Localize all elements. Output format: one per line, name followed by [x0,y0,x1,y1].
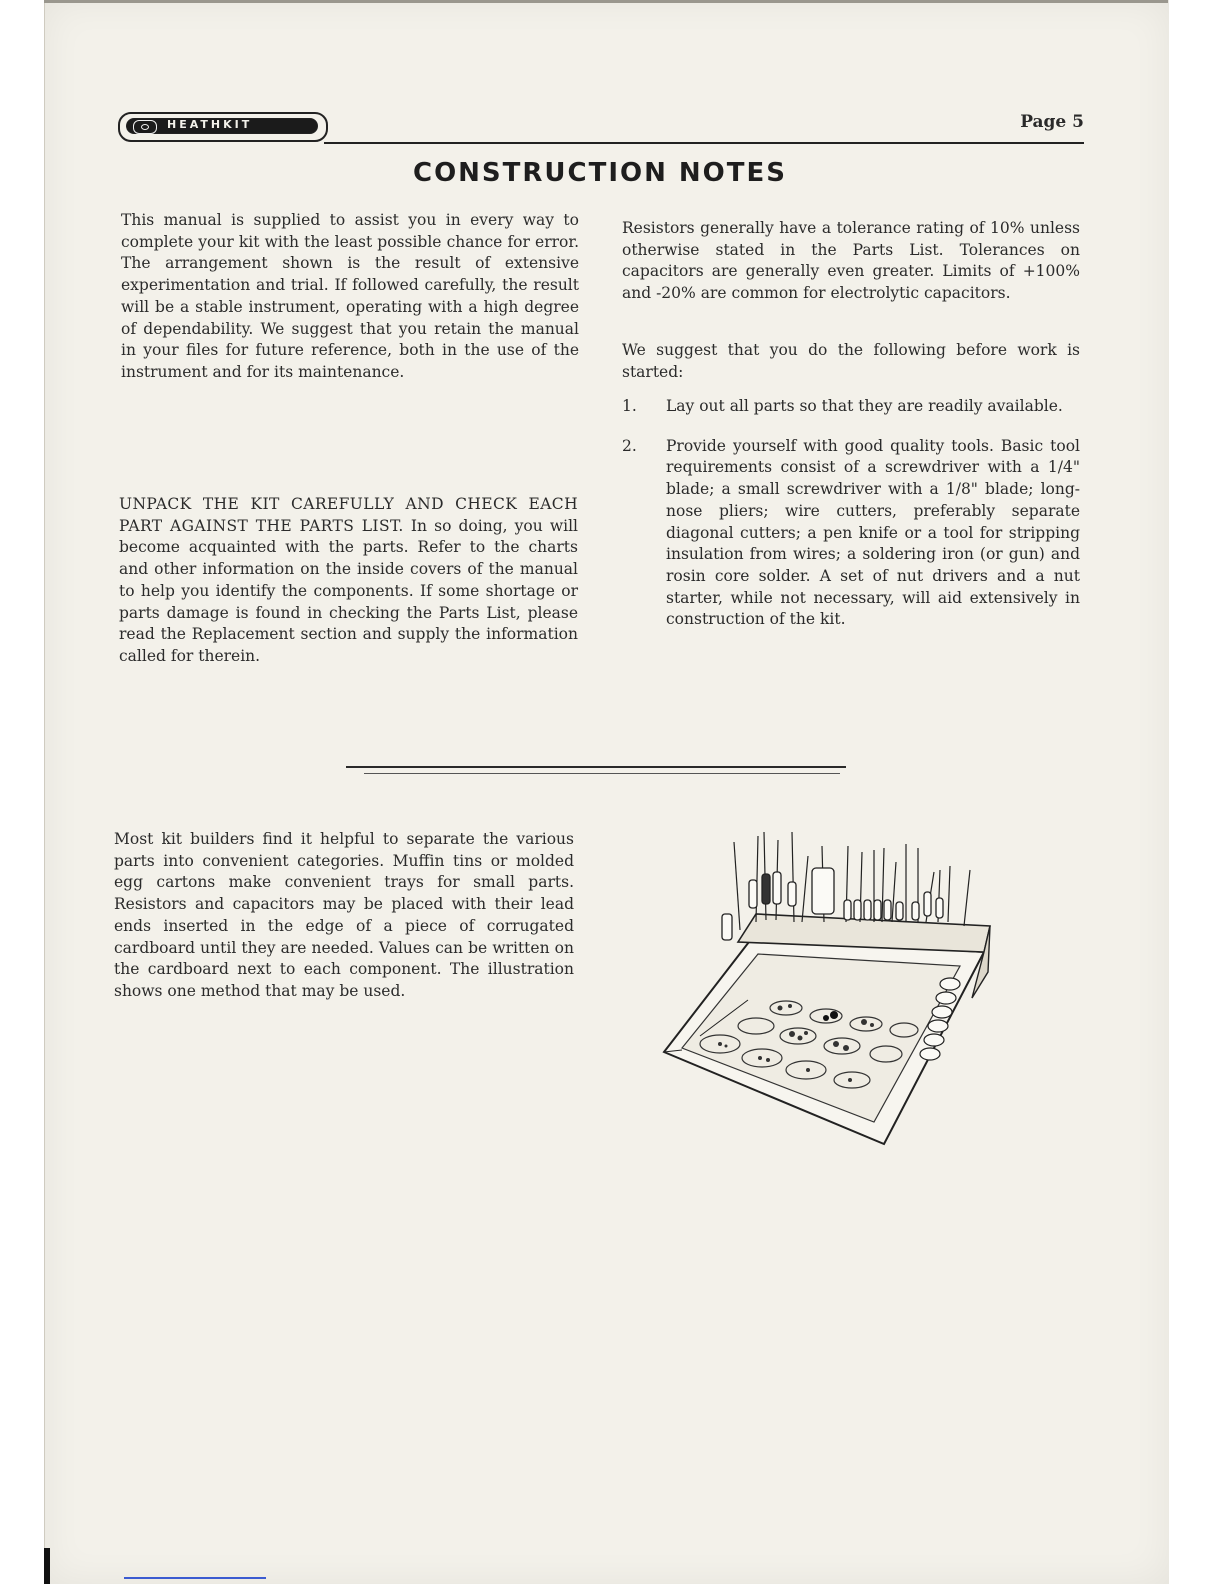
unpack-paragraph [119,494,578,668]
resistor [924,892,931,916]
page-header [118,108,1084,142]
step-list [622,396,1080,645]
resistor [773,872,781,904]
unpack-heading: UNPACK THE KIT CAREFULLY AND CHECK EACH PART AGAINST THE PARTS LIST. [119,495,578,535]
resistor [722,914,732,940]
resistor [864,900,871,920]
step-number: 1. [622,397,637,415]
intro-text: This manual is supplied to assist you in every way to complete your kit with the least possible chance for error. The arrangement shown is the result of extensive experimentation and trial. If followed carefully, the result will be a stable instrument, operating with a high degree of dependability. We suggest that you retain the manual in your files for future reference, both in the use of the instrument and for its maintenance. [121,211,579,381]
logo-text: HEATHKIT [167,118,253,131]
page-title: CONSTRUCTION NOTES [412,158,788,188]
resistor [854,900,861,920]
bottom-paragraph [114,829,574,1003]
resistor [912,902,919,920]
scan-margin [0,0,44,1584]
resistor [884,900,891,920]
resistor [874,900,881,920]
page-number: Page 5 [1020,112,1084,132]
section-divider-thin [364,773,840,774]
header-rule [324,142,1084,144]
list-item [622,436,1080,631]
scan-edge-mark [44,1548,50,1584]
scan-underline [124,1577,266,1579]
step-text: Lay out all parts so that they are readily available. [666,397,1063,415]
heathkit-logo [118,112,328,142]
resistor [788,882,796,906]
intro-paragraph [121,210,579,384]
resistor [762,874,770,904]
parts-tray-illustration [660,822,992,1146]
logo-badge [126,118,318,134]
resistor [936,898,943,918]
suggest-text: We suggest that you do the following before work is started: [622,341,1080,381]
tolerance-paragraph [622,218,1080,305]
unpack-body: In so doing, you will become acquainted with the parts. Refer to the charts and other information on the inside covers of the manual to help you identify the components. If some shortage or parts damage is found in checking the Parts List, please read the Replacement section and supply the information called for therein. [119,516,578,665]
capacitor [812,868,834,914]
resistor [896,902,903,920]
unpack-text [119,494,578,668]
resistor [749,880,757,908]
page-top-edge [44,0,1168,3]
bottom-text: Most kit builders find it helpful to separate the various parts into convenient categories. Muffin tins or molded egg cartons make convenient trays for small parts. Resistors and capacitors may be placed with their lead ends inserted in the edge of a piece of corrugated cardboard until they are needed. Values can be written on the cardboard next to each component. The illustration shows one method that may be used. [114,830,574,1000]
step-text: Provide yourself with good quality tools. Basic tool requirements consist of a screwdriver with a 1/4" blade; a small screwdriver with a 1/8" blade; long-nose pliers; wire cutters, preferably separate diagonal cutters; a pen knife or a tool for stripping insulation from wires; a soldering iron (or gun) and rosin core solder. A set of nut drivers and a nut starter, while not necessary, will aid extensively in construction of the kit. [666,436,1080,629]
list-item [622,396,1080,418]
logo-emblem-icon [133,120,157,134]
tolerance-text: Resistors generally have a tolerance rating of 10% unless otherwise stated in the Parts List. Tolerances on capacitors are generally even greater. Limits of +100% and -20% are common for electrolytic capacitors. [622,219,1080,303]
step-number: 2. [622,436,637,455]
suggest-paragraph [622,340,1080,383]
section-divider [346,766,846,768]
resistor [844,900,851,920]
